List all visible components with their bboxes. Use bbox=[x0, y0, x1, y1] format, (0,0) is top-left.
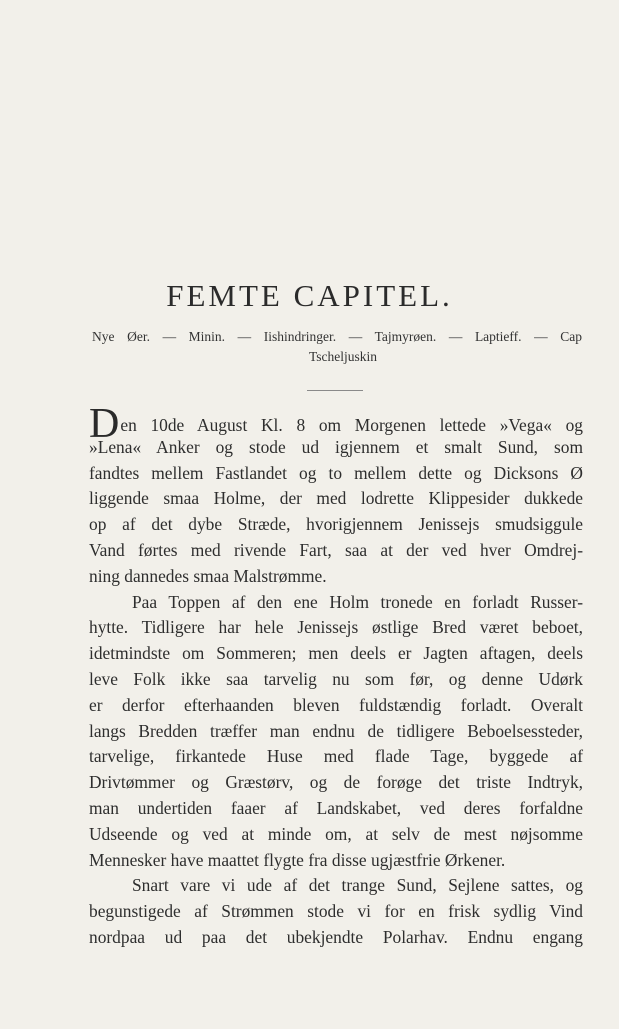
text-line: nordpaa ud paa det ubekjendte Polarhav. Endnu engang bbox=[89, 926, 583, 947]
chapter-body-text bbox=[89, 401, 583, 951]
text-line: man undertiden faaer af Landskabet, ved deres forfaldne bbox=[89, 797, 583, 818]
text-line: ning dannedes smaa Malstrømme. bbox=[89, 565, 327, 586]
text-line: fandtes mellem Fastlandet og to mellem dette og Dicksons Ø bbox=[89, 462, 583, 483]
text-line: begunstigede af Strømmen stode vi for en frisk sydlig Vind bbox=[89, 901, 583, 922]
drop-cap: D bbox=[89, 401, 120, 447]
text-line: liggende smaa Holme, der med lodrette Klippesider dukkede bbox=[89, 488, 583, 509]
text-line: Vand førtes med rivende Fart, saa at der ved hver Omdrej- bbox=[89, 539, 583, 560]
text-line: Udseende og ved at minde om, at selv de mest nøjsomme bbox=[89, 823, 583, 844]
chapter-summary-line: Tscheljuskin bbox=[308, 349, 378, 364]
text-line-content: en 10de August Kl. 8 om Morgenen lettede »Vega« og bbox=[120, 415, 583, 435]
chapter-summary-line: Nye Øer. — Minin. — Iishindringer. — Tajmyrøen. — Laptieff. — Cap bbox=[92, 329, 582, 344]
chapter-title: FEMTE CAPITEL. bbox=[166, 278, 453, 313]
chapter-summary bbox=[92, 327, 582, 367]
text-line: hytte. Tidligere har hele Jenissejs østlige Bred været beboet, bbox=[89, 617, 583, 638]
text-line: idetmindste om Sommeren; men deels er Jagten aftagen, deels bbox=[89, 643, 583, 664]
text-line: Snart vare vi ude af det trange Sund, Sejlene sattes, og bbox=[132, 875, 583, 896]
text-line: Mennesker have maattet flygte fra disse ugjæstfrie Ørkener. bbox=[89, 849, 506, 870]
text-line: tarvelige, firkantede Huse med flade Tage, byggede af bbox=[89, 746, 583, 767]
section-divider bbox=[307, 390, 363, 391]
text-line: op af det dybe Stræde, hvorigjennem Jenissejs smudsiggule bbox=[89, 514, 583, 535]
text-line: langs Bredden træffer man endnu de tidligere Beboelsessteder, bbox=[89, 720, 583, 741]
text-line: Drivtømmer og Græstørv, og de forøge det triste Indtryk, bbox=[89, 772, 583, 793]
text-line: leve Folk ikke saa tarvelig nu som før, og denne Udørk bbox=[89, 668, 583, 689]
text-line: »Lena« Anker og stode ud igjennem et smalt Sund, som bbox=[89, 436, 583, 457]
text-line: Paa Toppen af den ene Holm tronede en forladt Russer- bbox=[132, 591, 583, 612]
text-line: er derfor efterhaanden bleven fuldstændig forladt. Overalt bbox=[89, 694, 583, 715]
